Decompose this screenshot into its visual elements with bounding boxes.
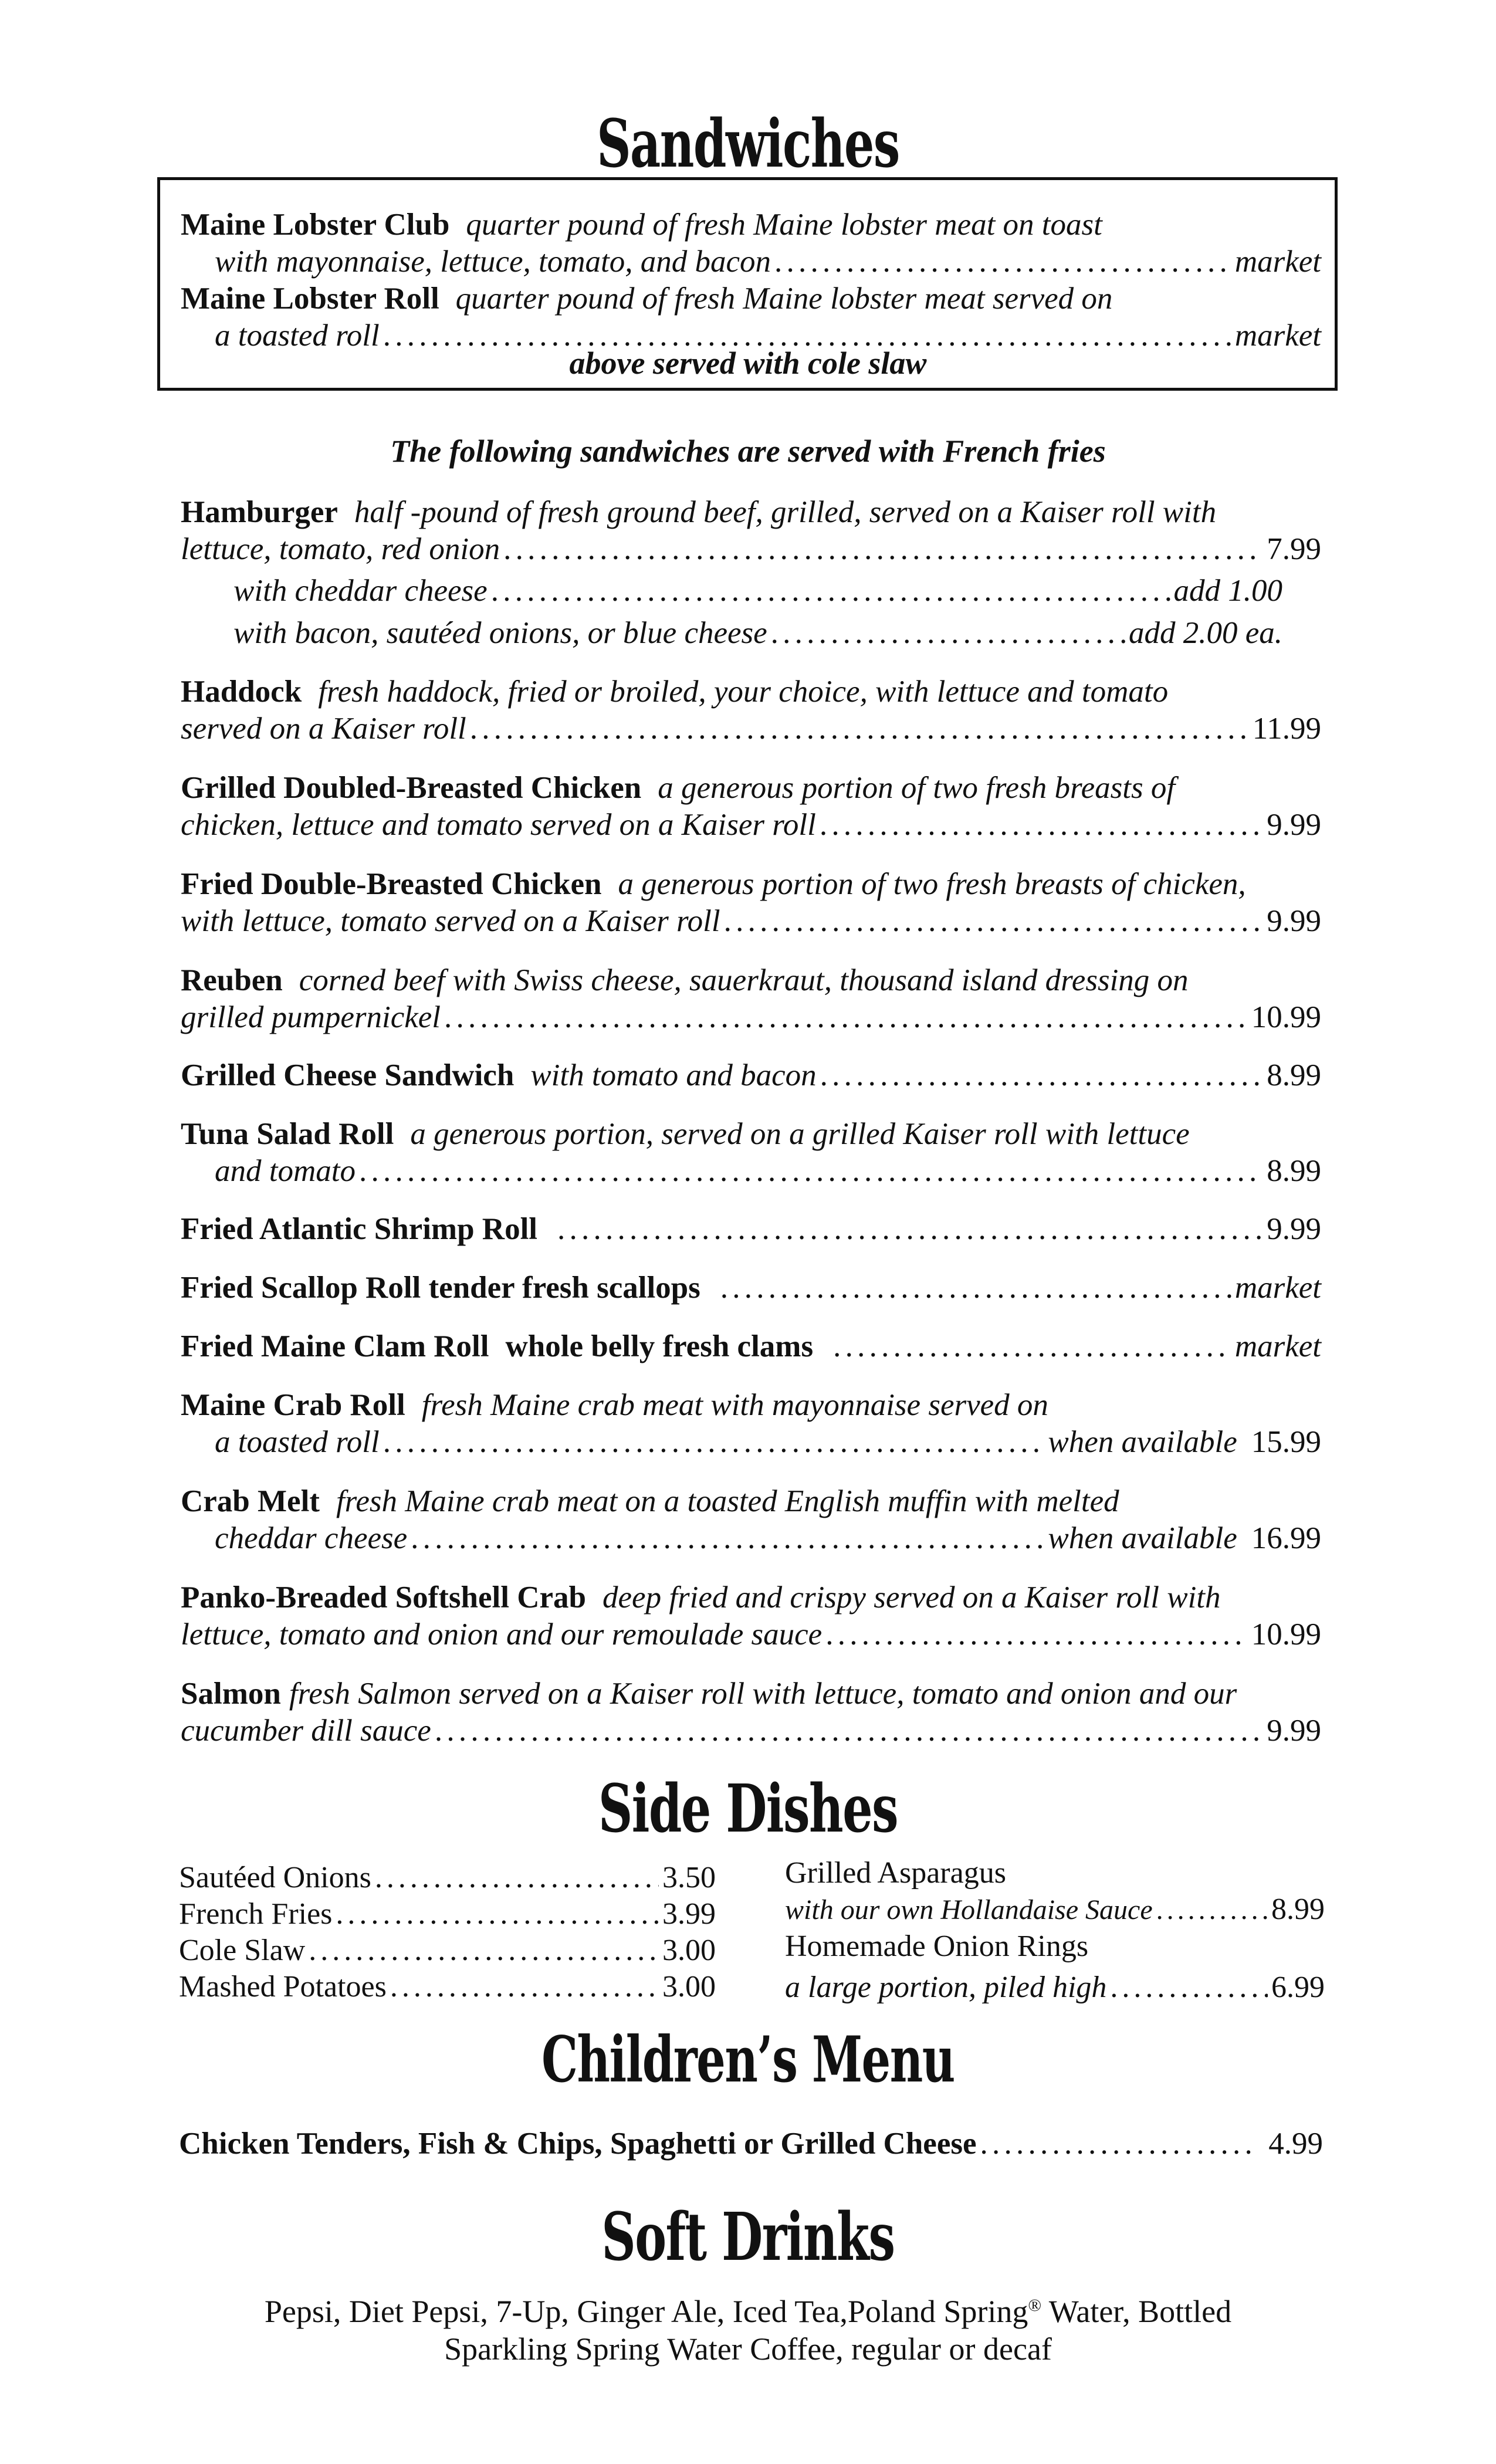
- drinks-line-1a: Pepsi, Diet Pepsi, 7-Up, Ginger Ale, Iced Tea,Poland Spring: [264, 2294, 1028, 2329]
- side-price: 3.50: [662, 1861, 716, 1894]
- asparagus-price: 8.99: [1271, 1893, 1325, 1926]
- item-price: 16.99: [1251, 1521, 1321, 1555]
- item-desc: a generous portion of two fresh breasts of chicken,: [618, 867, 1246, 901]
- item-price: market: [1234, 1271, 1321, 1305]
- tuna-item: [181, 1116, 1321, 1190]
- item-desc: lettuce, tomato, red onion: [181, 532, 500, 566]
- reuben-item: [181, 962, 1321, 1036]
- item-desc: served on a Kaiser roll: [181, 712, 466, 746]
- side-price: 3.00: [662, 1970, 716, 2003]
- side-name: French Fries: [179, 1897, 333, 1931]
- item-name: Fried Scallop Roll tender fresh scallops: [181, 1271, 700, 1305]
- item-name: Fried Maine Clam Roll: [181, 1329, 489, 1363]
- item-desc: fresh Maine crab meat with mayonnaise served on: [421, 1388, 1048, 1422]
- item-price: 8.99: [1267, 1058, 1321, 1092]
- item-subname: whole belly fresh clams: [505, 1329, 814, 1363]
- item-name: Crab Melt: [181, 1484, 320, 1518]
- scallop-item: [181, 1270, 1321, 1307]
- cole-slaw-note: above served with cole slaw: [569, 346, 927, 381]
- item-desc: with mayonnaise, lettuce, tomato, and bacon: [215, 245, 771, 279]
- item-desc: with lettuce, tomato served on a Kaiser roll: [181, 904, 720, 938]
- asparagus-name: Grilled Asparagus: [785, 1856, 1006, 1890]
- shrimp-item: [181, 1211, 1321, 1248]
- drinks-line-2: Sparkling Spring Water Coffee, regular or decaf: [444, 2331, 1052, 2367]
- fries-note: The following sandwiches are served with French fries: [390, 434, 1106, 469]
- side-item: [179, 1860, 716, 1896]
- item-desc: deep fried and crispy served on a Kaiser roll with: [603, 1580, 1221, 1615]
- item-name: Maine Lobster Club: [181, 208, 450, 242]
- item-price: 9.99: [1267, 1212, 1321, 1246]
- item-name: Hamburger: [181, 495, 338, 529]
- item-desc: cucumber dill sauce: [181, 1714, 431, 1748]
- item-desc: fresh haddock, fried or broiled, your choice, with lettuce and tomato: [318, 675, 1169, 709]
- option-price: add 2.00 ea.: [1128, 616, 1282, 650]
- side-name: Cole Slaw: [179, 1934, 306, 1967]
- clam-item: [181, 1328, 1321, 1365]
- side-price: 3.99: [662, 1897, 716, 1931]
- item-price: 10.99: [1251, 1617, 1321, 1651]
- registered-mark: ®: [1028, 2296, 1042, 2315]
- item-name: Tuna Salad Roll: [181, 1117, 394, 1151]
- side-price: 3.00: [662, 1934, 716, 1967]
- side-dishes-title: Side Dishes: [598, 1771, 898, 1847]
- item-price: 15.99: [1251, 1425, 1321, 1459]
- fried-chicken-item: [181, 866, 1321, 940]
- grilled-cheese-item: [181, 1057, 1321, 1094]
- item-desc: a toasted roll: [215, 319, 380, 353]
- onion-rings-name: Homemade Onion Rings: [785, 1930, 1089, 1963]
- item-desc: quarter pound of fresh Maine lobster meat on toast: [466, 208, 1102, 242]
- item-name: Fried Double-Breasted Chicken: [181, 867, 602, 901]
- item-price: 9.99: [1267, 904, 1321, 938]
- item-desc: a generous portion, served on a grilled Kaiser roll with lettuce: [410, 1117, 1190, 1151]
- side-name: Sautéed Onions: [179, 1861, 371, 1894]
- sides-right-list: [785, 1855, 1325, 2006]
- availability: when available: [1048, 1425, 1237, 1459]
- availability: when available: [1048, 1521, 1237, 1555]
- item-desc: corned beef with Swiss cheese, sauerkraut, thousand island dressing on: [299, 963, 1189, 997]
- lobster-club-item: [181, 207, 1321, 280]
- item-price: 9.99: [1267, 808, 1321, 842]
- sandwiches-title: Sandwiches: [597, 106, 899, 182]
- item-name: Haddock: [181, 675, 302, 709]
- hamburger-bacon-option: [181, 615, 1282, 652]
- item-price: market: [1234, 245, 1321, 279]
- item-name: Panko-Breaded Softshell Crab: [181, 1580, 587, 1615]
- item-name: Maine Lobster Roll: [181, 282, 439, 316]
- item-desc: lettuce, tomato and onion and our remoulade sauce: [181, 1617, 823, 1651]
- grilled-chicken-item: [181, 770, 1321, 844]
- childrens-items: Chicken Tenders, Fish & Chips, Spaghetti or Grilled Cheese: [179, 2127, 977, 2161]
- item-name: Maine Crab Roll: [181, 1388, 405, 1422]
- item-name: Reuben: [181, 963, 283, 997]
- item-desc: fresh Salmon served on a Kaiser roll with lettuce, tomato and onion and our: [289, 1677, 1237, 1711]
- item-price: 7.99: [1267, 532, 1321, 566]
- lobster-roll-item: [181, 280, 1321, 354]
- item-name: Salmon: [181, 1677, 281, 1711]
- item-desc: half -pound of fresh ground beef, grilled, served on a Kaiser roll with: [354, 495, 1217, 529]
- soft-drinks-title: Soft Drinks: [601, 2199, 895, 2276]
- option-price: add 1.00: [1173, 574, 1282, 608]
- side-item: [179, 1896, 716, 1932]
- drinks-list: [0, 2287, 1496, 2368]
- item-desc: and tomato: [215, 1154, 356, 1188]
- item-desc: fresh Maine crab meat on a toasted English muffin with melted: [336, 1484, 1119, 1518]
- option-desc: with bacon, sautéed onions, or blue cheese: [233, 616, 767, 650]
- side-name: Mashed Potatoes: [179, 1970, 387, 2003]
- item-name: Grilled Cheese Sandwich: [181, 1058, 515, 1092]
- asparagus-desc: with our own Hollandaise Sauce: [785, 1894, 1153, 1925]
- item-name: Fried Atlantic Shrimp Roll: [181, 1212, 538, 1246]
- hamburger-cheddar-option: [181, 573, 1282, 610]
- softshell-item: [181, 1579, 1321, 1653]
- item-desc: quarter pound of fresh Maine lobster meat served on: [455, 282, 1113, 316]
- item-price: 10.99: [1251, 1000, 1321, 1034]
- childrens-price: 4.99: [1268, 2127, 1323, 2161]
- side-item: [179, 1969, 716, 2005]
- hamburger-item: [181, 494, 1321, 568]
- crab-melt-item: [181, 1483, 1321, 1557]
- childrens-menu-title: Children’s Menu: [541, 2023, 955, 2097]
- item-price: market: [1234, 1329, 1321, 1363]
- item-price: 11.99: [1252, 712, 1321, 746]
- sides-left-list: [179, 1860, 716, 2005]
- item-name: Grilled Doubled-Breasted Chicken: [181, 771, 642, 805]
- item-desc: grilled pumpernickel: [181, 1000, 441, 1034]
- salmon-item: [181, 1676, 1321, 1749]
- side-item: [179, 1932, 716, 1969]
- item-desc: cheddar cheese: [215, 1521, 408, 1555]
- onion-rings-desc: a large portion, piled high: [785, 1971, 1107, 2004]
- option-desc: with cheddar cheese: [233, 574, 488, 608]
- item-price: 8.99: [1267, 1154, 1321, 1188]
- onion-rings-price: 6.99: [1271, 1971, 1325, 2004]
- crab-roll-item: [181, 1387, 1321, 1461]
- item-desc: chicken, lettuce and tomato served on a Kaiser roll: [181, 808, 816, 842]
- item-price: 9.99: [1267, 1714, 1321, 1748]
- item-desc: a toasted roll: [215, 1425, 380, 1459]
- drinks-line-1b: Water, Bottled: [1041, 2294, 1232, 2329]
- haddock-item: [181, 673, 1321, 747]
- childrens-item: [179, 2126, 1323, 2161]
- item-desc: a generous portion of two fresh breasts of: [658, 771, 1176, 805]
- item-price: market: [1234, 319, 1321, 353]
- item-desc: with tomato and bacon: [530, 1058, 817, 1092]
